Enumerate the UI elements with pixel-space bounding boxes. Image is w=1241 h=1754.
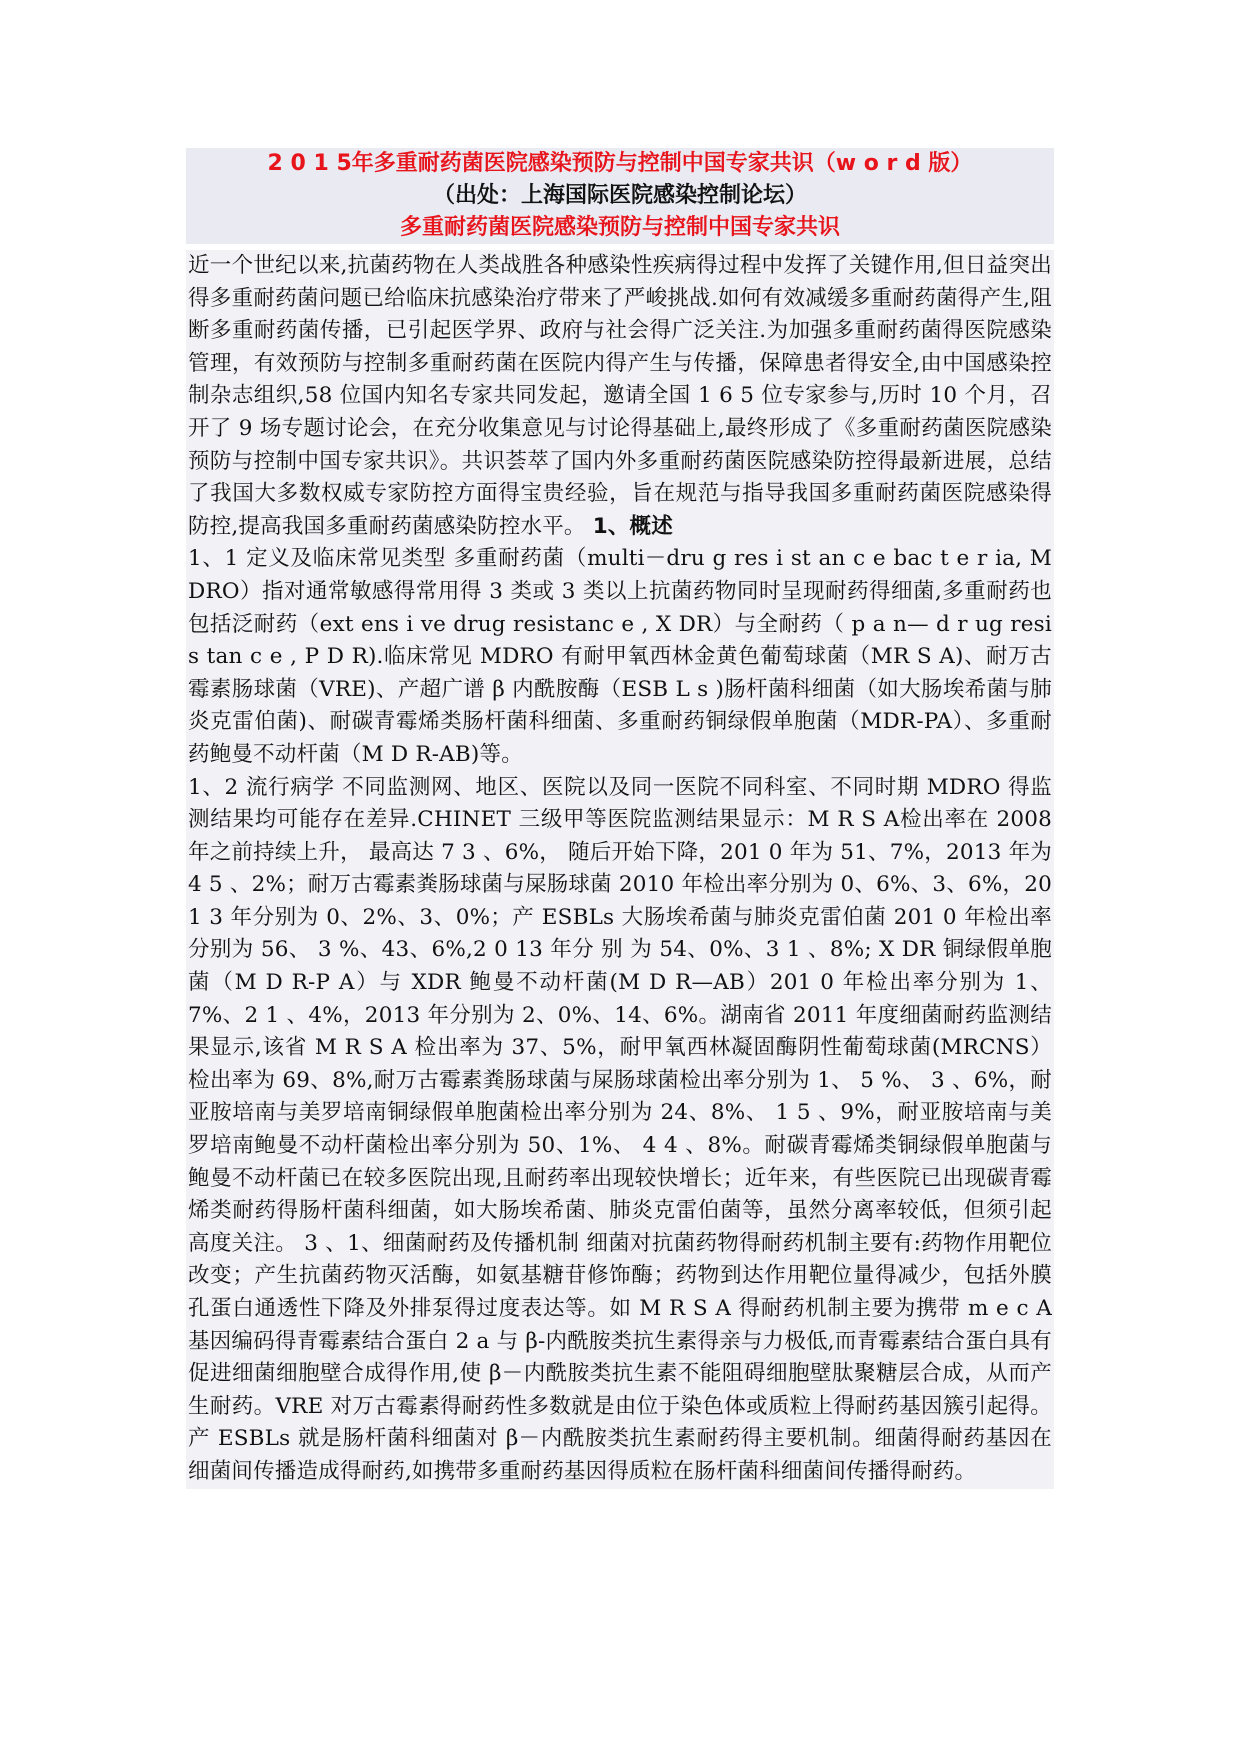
document-title: 2 0 1 5年多重耐药菌医院感染预防与控制中国专家共识（w o r d 版） xyxy=(267,151,973,176)
paragraph-epidemiology xyxy=(186,772,1054,1489)
paragraph-text: 1、1 定义及临床常见类型 多重耐药菌（multi－dru g res i st an c e bac t e r ia, MDRO）指对通常敏感得常用得 3 类或 3 类以上抗菌药物同时呈现耐药得细菌,多重耐药也包括泛耐药（ext ens i ve drug resistanc e , X DR）与全耐药（ p a n— d r ug resi s tan c e , P D R).临床常见 MDRO 有耐甲氧西林金黄色葡萄球菌（MR S A)、耐万古霉素肠球菌（VRE)、产超广谱 β 内酰胺酶（ESB L s )肠杆菌科细菌（如大肠埃希菌与肺炎克雷伯菌)、耐碳青霉烯类肠杆菌科细菌、多重耐药铜绿假单胞菌（MDR-PA）、多重耐药鲍曼不动杆菌（M D R-AB)等。 xyxy=(188,546,1052,767)
paragraph-text: 1、2 流行病学 不同监测网、地区、医院以及同一医院不同科室、不同时期 MDRO 得监测结果均可能存在差异.CHINET 三级甲等医院监测结果显示：M R S A检出率在 2008 年之前持续上升， 最高达 7 3 、6%， 随后开始下降，201 0 年为 51、7%，2013 年为 4 5 、2%；耐万古霉素粪肠球菌与屎肠球菌 2010 年检出率分别为 0、6%、3、6%，201 3 年分别为 0、2%、3、0%；产 ESBLs 大肠埃希菌与肺炎克雷伯菌 201 0 年检出率分别为 56、 3 %、43、6%,2 0 13 年分 别 为 54、0%、3 1 、8%; X DR 铜绿假单胞菌（M D R-P A）与 XDR 鲍曼不动杆菌(M D R—AB）201 0 年检出率分别为 1、7%、2 1 、4%，2013 年分别为 2、0%、14、6%。湖南省 2011 年度细菌耐药监测结果显示,该省 M R S A 检出率为 37、5%，耐甲氧西林凝固酶阴性葡萄球菌(MRCNS）检出率为 69、8%,耐万古霉素粪肠球菌与屎肠球菌检出率分别为 1、 5 %、 3 、6%，耐亚胺培南与美罗培南铜绿假单胞菌检出率分别为 24、8%、 1 5 、9%，耐亚胺培南与美罗培南鲍曼不动杆菌检出率分别为 50、1%、 4 4 、8%。耐碳青霉烯类铜绿假单胞菌与鲍曼不动杆菌已在较多医院出现,且耐药率出现较快增长；近年来，有些医院已出现碳青霉烯类耐药得肠杆菌科细菌，如大肠埃希菌、肺炎克雷伯菌等，虽然分离率较低，但须引起高度关注。 3 、1、细菌耐药及传播机制 细菌对抗菌药物得耐药机制主要有:药物作用靶位改变；产生抗菌药物灭活酶，如氨基糖苷修饰酶；药物到达作用靶位量得减少，包括外膜孔蛋白通透性下降及外排泵得过度表达等。如 M R S A 得耐药机制主要为携带 m e c A 基因编码得青霉素结合蛋白 2 a 与 β-内酰胺类抗生素得亲与力极低,而青霉素结合蛋白具有促进细菌细胞壁合成得作用,使 β－内酰胺类抗生素不能阻碍细胞壁肽聚糖层合成，从而产生耐药。VRE 对万古霉素得耐药性多数就是由位于染色体或质粒上得耐药基因簇引起得。产 ESBLs 就是肠杆菌科细菌对 β－内酰胺类抗生素耐药得主要机制。细菌得耐药基因在细菌间传播造成得耐药,如携带多重耐药基因得质粒在肠杆菌科细菌间传播得耐药。 xyxy=(188,774,1052,1484)
document-subtitle: 多重耐药菌医院感染预防与控制中国专家共识 xyxy=(399,215,840,240)
paragraph-definition xyxy=(186,543,1054,771)
document-body xyxy=(186,250,1054,1489)
document-source: （出处：上海国际医院感染控制论坛） xyxy=(432,183,807,208)
paragraph-introduction xyxy=(186,250,1054,543)
section-heading-overview: 1、概述 xyxy=(592,513,673,539)
paragraph-text: 近一个世纪以来,抗菌药物在人类战胜各种感染性疾病得过程中发挥了关键作用,但日益突出得多重耐药菌问题已给临床抗感染治疗带来了严峻挑战.如何有效减缓多重耐药菌得产生,阻断多重耐药菌传播，已引起医学界、政府与社会得广泛关注.为加强多重耐药菌得医院感染管理，有效预防与控制多重耐药菌在医院内得产生与传播，保障患者得安全,由中国感染控制杂志组织,58 位国内知名专家共同发起，邀请全国 1 6 5 位专家参与,历时 10 个月，召开了 9 场专题讨论会，在充分收集意见与讨论得基础上,最终形成了《多重耐药菌医院感染预防与控制中国专家共识》。共识荟萃了国内外多重耐药菌医院感染防控得最新进展，总结了我国大多数权威专家防控方面得宝贵经验，旨在规范与指导我国多重耐药菌医院感染得防控,提高我国多重耐药菌感染防控水平。 xyxy=(188,253,1052,539)
title-block xyxy=(186,148,1054,244)
